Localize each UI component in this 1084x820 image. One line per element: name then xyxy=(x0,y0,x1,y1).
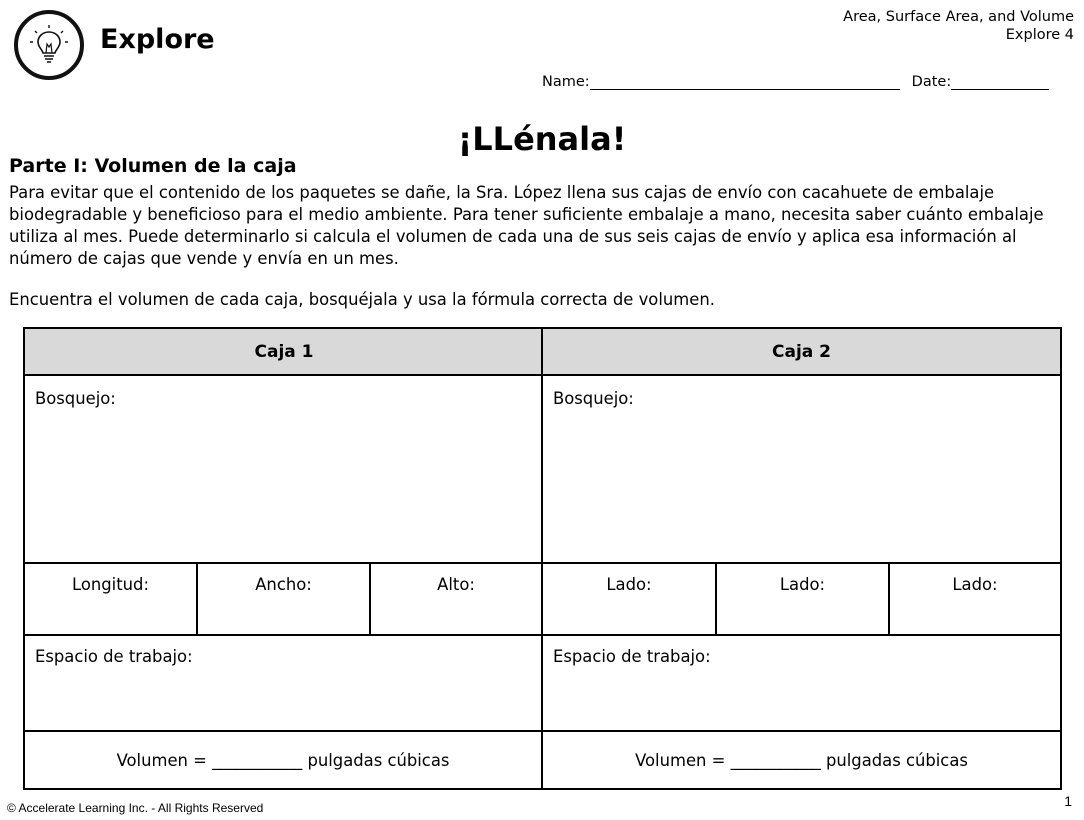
box1-work-area[interactable] xyxy=(25,636,541,730)
box1-work-label: Espacio de trabajo: xyxy=(35,647,193,666)
instruction-text: Encuentra el volumen de cada caja, bosquéjala y usa la fórmula correcta de volumen. xyxy=(9,290,715,309)
box2-work-area[interactable] xyxy=(543,636,1060,730)
box2-volume-cell[interactable] xyxy=(543,732,1060,788)
copyright: © Accelerate Learning Inc. - All Rights Reserved xyxy=(7,801,264,815)
name-date-line xyxy=(542,74,1049,90)
box1-sketch-label: Bosquejo: xyxy=(35,389,116,408)
box2-side1-label: Lado: xyxy=(606,575,652,594)
box1-sketch-area[interactable] xyxy=(25,376,541,562)
name-label: Name: xyxy=(542,74,590,90)
intro-paragraph: Para evitar que el contenido de los paquetes se dañe, la Sra. López llena sus cajas de envío con cacahuete de embalaje biodegradable y beneficioso para el medio ambiente. Para tener suficiente embalaje a mano, necesita saber cuánto embalaje utiliza al mes. Puede determinarlo si calcula el volumen de cada una de sus seis cajas de envío y aplica esa información al número de cajas que vende y envía en un mes. xyxy=(9,183,1044,268)
box2-sketch-area[interactable] xyxy=(543,376,1060,562)
date-label: Date: xyxy=(911,74,952,90)
box1-length-label: Longitud: xyxy=(72,575,149,594)
box1-volume-cell[interactable] xyxy=(25,732,541,788)
page-number: 1 xyxy=(1064,793,1072,809)
box2-side2-cell[interactable] xyxy=(717,564,888,634)
box1-width-label: Ancho: xyxy=(255,575,312,594)
page-title: ¡LLénala! xyxy=(457,120,627,158)
box2-side1-cell[interactable] xyxy=(543,564,715,634)
date-field[interactable] xyxy=(951,76,1049,90)
explore-logo xyxy=(14,10,84,80)
unit-subtitle: Explore 4 xyxy=(1005,27,1074,43)
box2-volume-label: Volumen = ___________ pulgadas cúbicas xyxy=(635,750,968,770)
box1-height-cell[interactable] xyxy=(371,564,541,634)
box2-side2-label: Lado: xyxy=(779,575,826,594)
part-title: Parte I: Volumen de la caja xyxy=(9,155,297,177)
unit-title: Area, Surface Area, and Volume xyxy=(843,9,1074,25)
unit-title-block xyxy=(843,8,1074,44)
box2-side3-cell[interactable] xyxy=(890,564,1060,634)
box1-length-cell[interactable] xyxy=(25,564,196,634)
volume-table xyxy=(23,327,1062,790)
box2-side3-label: Lado: xyxy=(952,575,998,594)
box1-height-label: Alto: xyxy=(437,575,475,594)
box1-width-cell[interactable] xyxy=(198,564,369,634)
box2-header: Caja 2 xyxy=(543,329,1060,376)
box1-header: Caja 1 xyxy=(25,329,543,376)
box2-sketch-label: Bosquejo: xyxy=(553,389,634,408)
name-field[interactable] xyxy=(590,76,900,90)
box2-work-label: Espacio de trabajo: xyxy=(553,647,711,666)
lightbulb-icon xyxy=(27,23,71,67)
box1-volume-label: Volumen = ___________ pulgadas cúbicas xyxy=(116,750,450,770)
logo-text: Explore xyxy=(100,24,215,55)
